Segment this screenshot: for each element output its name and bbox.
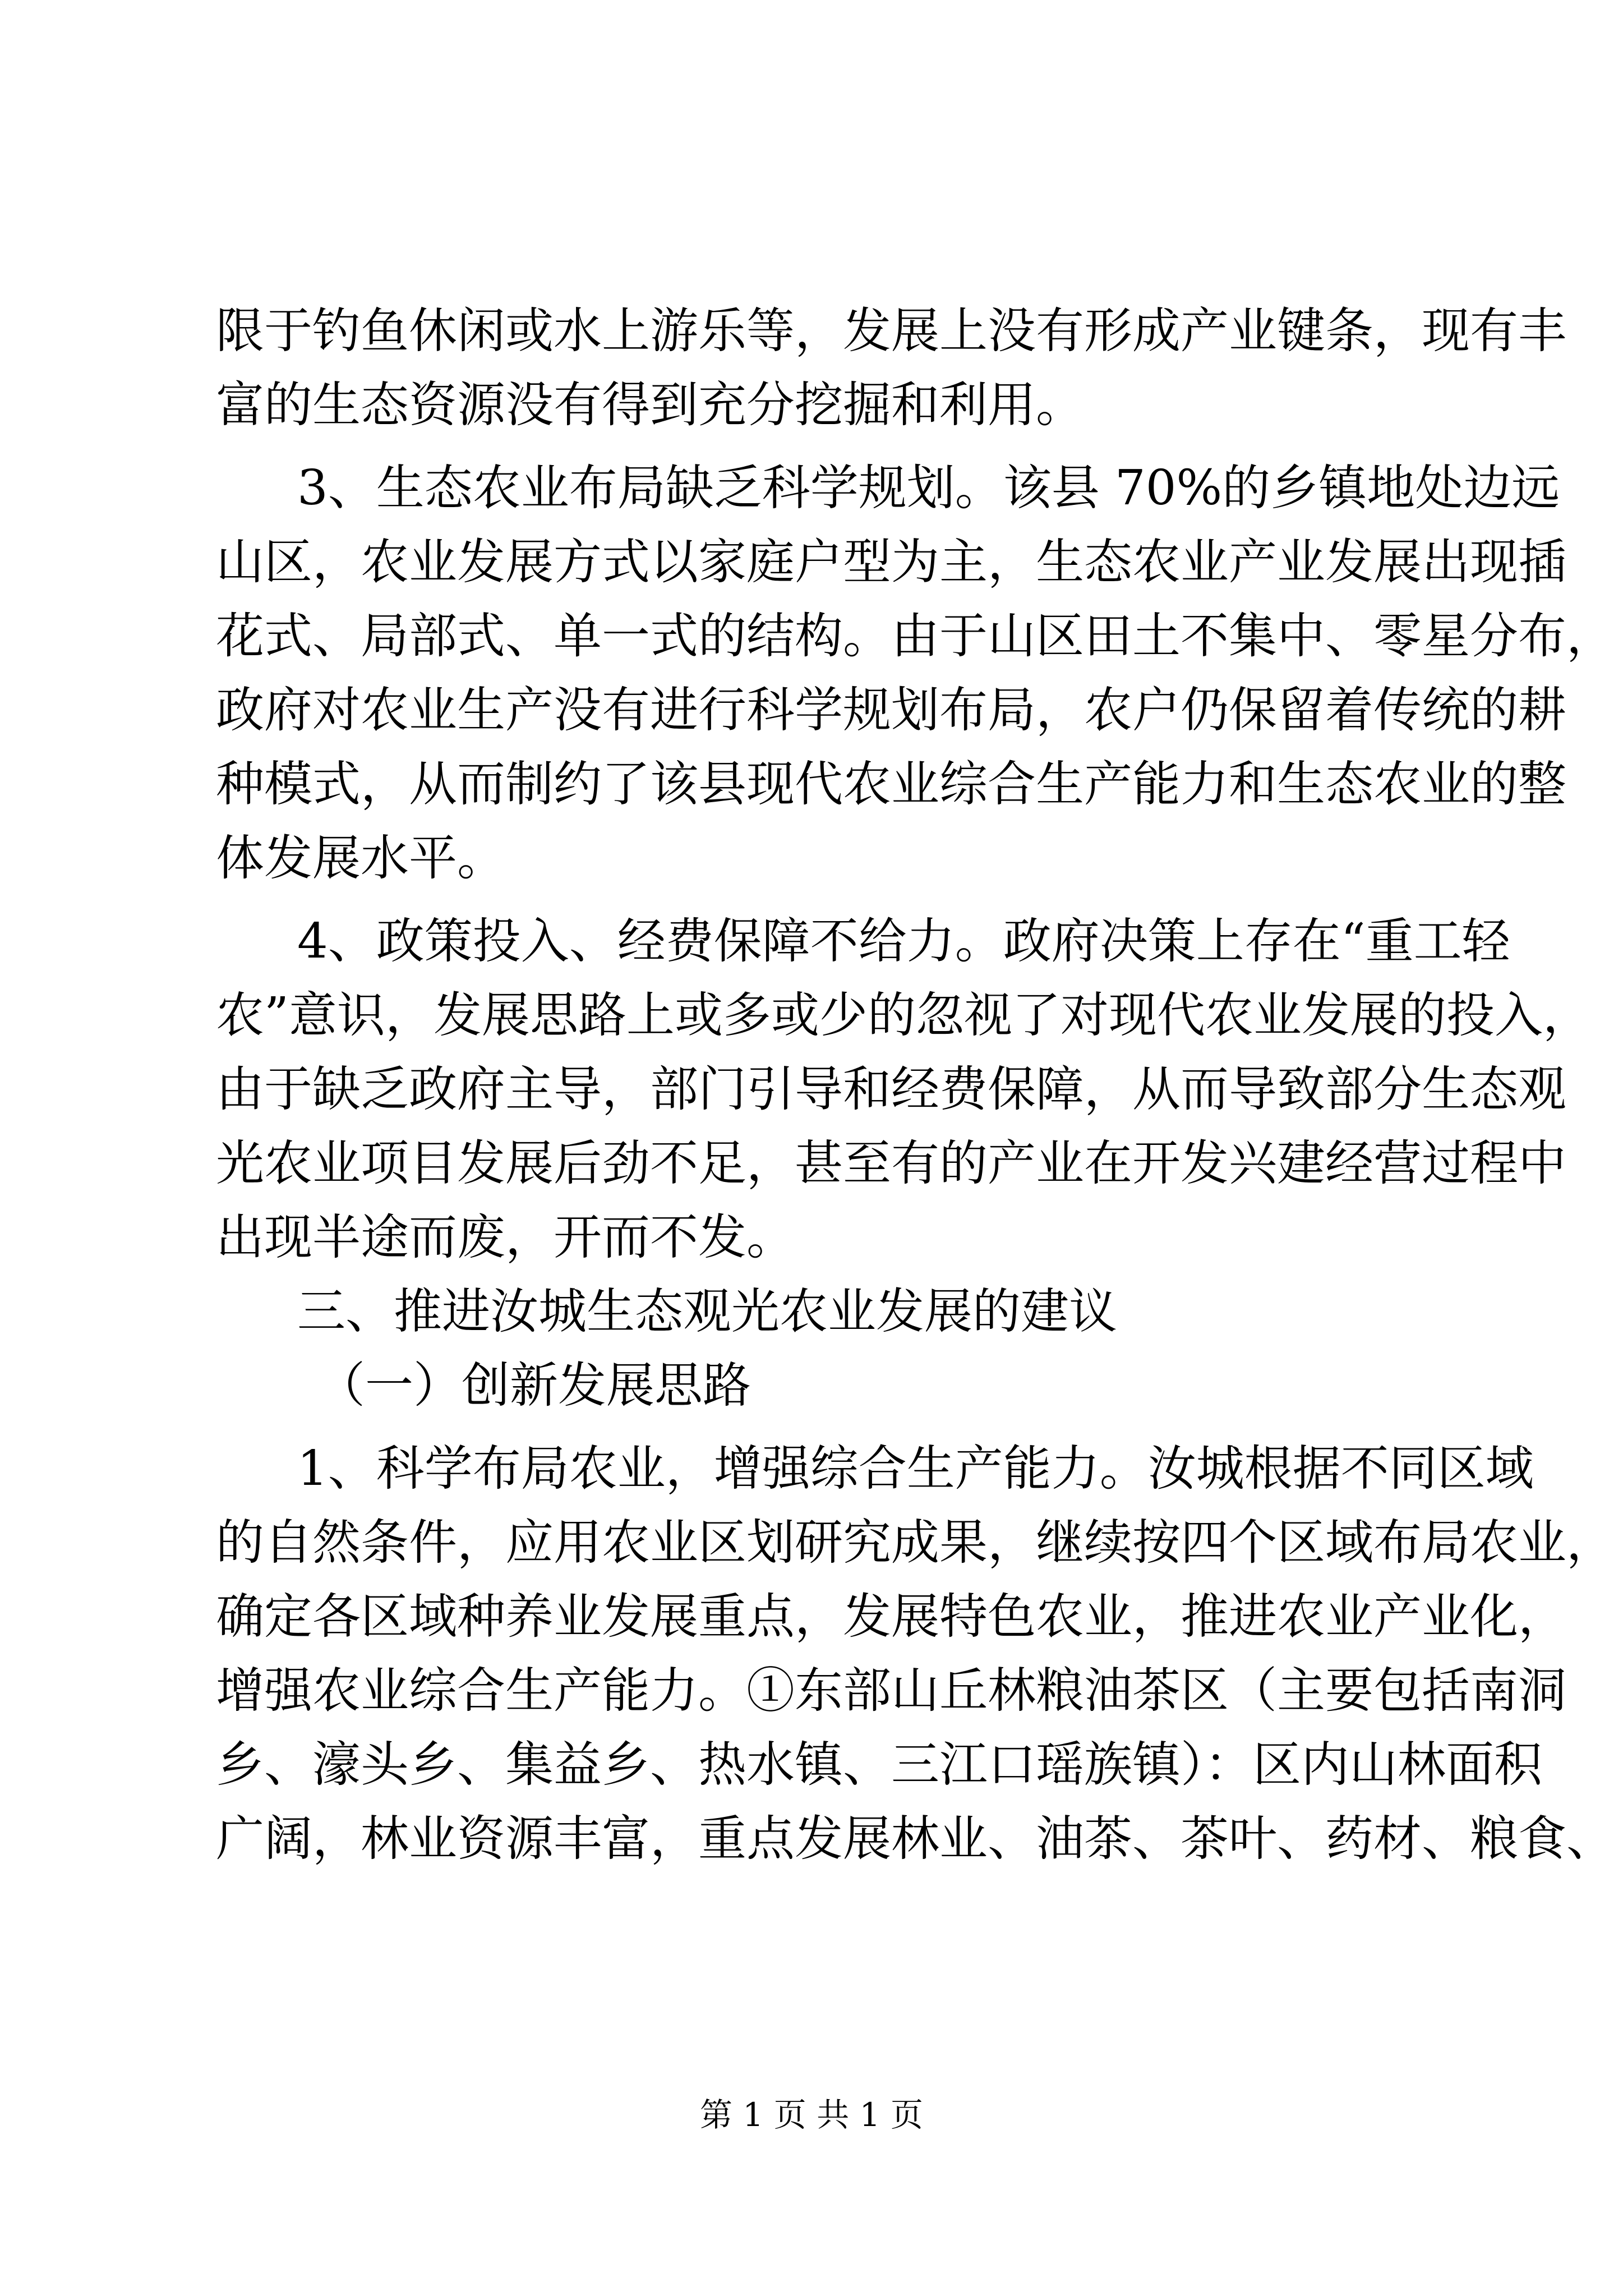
text-line-2: 富的生态资源没有得到充分挖掘和利用。 (216, 377, 1084, 433)
text-line-6: 政府对农业生产没有进行科学规划布局，农户仍保留着传统的耕 (216, 682, 1566, 738)
text-line-17: 的自然条件，应用农业区划研究成果，继续按四个区域布局农业， (216, 1515, 1615, 1571)
text-line-13: 出现半途而废，开而不发。 (216, 1209, 795, 1266)
text-line-12: 光农业项目发展后劲不足，甚至有的产业在开发兴建经营过程中 (216, 1135, 1566, 1191)
text-line-7: 种模式，从而制约了该县现代农业综合生产能力和生态农业的整 (216, 756, 1566, 812)
text-line-8: 体发展水平。 (216, 830, 505, 886)
section-heading: 三、推进汝城生态观光农业发展的建议 (297, 1283, 1117, 1340)
text-line-3: 3、生态农业布局缺乏科学规划。该县 70%的乡镇地处边远 (297, 460, 1560, 516)
text-line-9: 4、政策投入、经费保障不给力。政府决策上存在“重工轻 (297, 913, 1510, 969)
text-line-20: 乡、濠头乡、集益乡、热水镇、三江口瑶族镇）：区内山林面积 (216, 1737, 1542, 1793)
text-line-19: 增强农业综合生产能力。①东部山丘林粮油茶区（主要包括南洞 (216, 1663, 1566, 1719)
subsection-heading: （一）创新发展思路 (317, 1358, 751, 1414)
text-line-10: 农”意识，发展思路上或多或少的忽视了对现代农业发展的投入， (216, 987, 1591, 1043)
text-line-16: 1、科学布局农业，增强综合生产能力。汝城根据不同区域 (297, 1441, 1534, 1497)
text-line-21: 广阔，林业资源丰富，重点发展林业、油茶、茶叶、药材、粮食、 (216, 1811, 1615, 1867)
text-line-18: 确定各区域种养业发展重点，发展特色农业，推进农业产业化， (216, 1589, 1566, 1645)
text-line-5: 花式、局部式、单一式的结构。由于山区田土不集中、零星分布， (216, 608, 1615, 664)
text-line-11: 由于缺乏政府主导，部门引导和经费保障，从而导致部分生态观 (216, 1061, 1566, 1117)
page-footer: 第 1 页 共 1 页 (700, 2096, 923, 2134)
text-line-1: 限于钓鱼休闲或水上游乐等，发展上没有形成产业键条，现有丰 (216, 303, 1566, 359)
text-line-4: 山区，农业发展方式以家庭户型为主，生态农业产业发展出现插 (216, 534, 1566, 590)
